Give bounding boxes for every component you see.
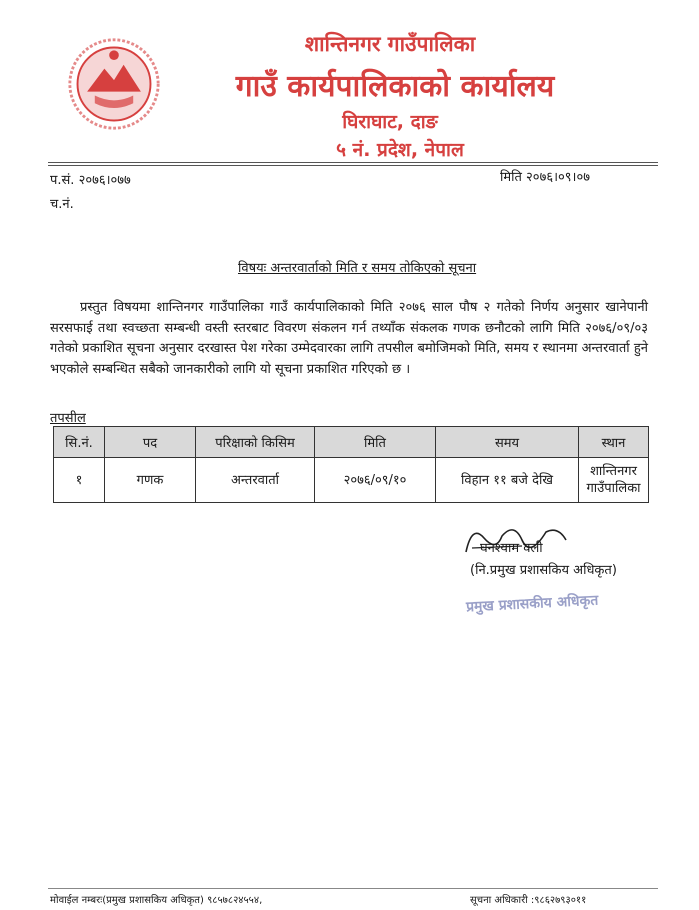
official-stamp: प्रमुख प्रशासकीय अधिकृत (465, 592, 599, 616)
cell-post: गणक (105, 458, 196, 503)
header-divider (48, 162, 658, 163)
office-address: घिराघाट, दाङ (342, 111, 438, 133)
table-row (54, 458, 649, 503)
col-serial: सि.नं. (54, 427, 105, 458)
signer-title: (नि.प्रमुख प्रशासकिय अधिकृत) (470, 563, 617, 578)
municipality-name: शान्तिनगर गाउँपालिका (304, 32, 476, 56)
office-name: गाउँ कार्यपालिकाको कार्यालय (235, 69, 555, 104)
cell-venue: शान्तिनगर गाउँपालिका (579, 458, 649, 503)
header-divider-secondary (48, 165, 658, 166)
col-exam-type: परिक्षाको किसिम (196, 427, 315, 458)
table-header-row (54, 427, 649, 458)
reference-number: प.सं. २०७६।०७७ (50, 173, 131, 188)
letter-date: मिति २०७६।०९।०७ (500, 170, 590, 185)
office-province: ५ नं. प्रदेश, नेपाल (336, 139, 464, 161)
interview-schedule-table (53, 426, 649, 503)
col-date: मिति (315, 427, 436, 458)
footer-divider (48, 888, 658, 889)
nepal-emblem-icon (66, 36, 162, 132)
subject-line: विषयः अन्तरवार्ताको मिति र समय तोकिएको सूचना (238, 261, 477, 276)
cell-time: विहान ११ बजे देखि (436, 458, 579, 503)
cell-exam-type: अन्तरवार्ता (196, 458, 315, 503)
col-venue: स्थान (579, 427, 649, 458)
notice-body: प्रस्तुत विषयमा शान्तिनगर गाउँपालिका गाउँ कार्यपालिकाको मिति २०७६ साल पौष २ गतेको निर्णय अनुसार खानेपानी सरसफाई तथा स्वच्छता सम्बन्धी वस्ती स्तरबाट विवरण संकलन गर्न तथ्याँक संकलक गणक छनौटको लागि मिति २०७६/०९/०३ गतेको प्रकाशित सूचना अनुसार दरखास्त पेश गरेका उम्मेदवारका लागि तपसील बमोजिमको मिति, समय र स्थानमा अन्तरवार्ता हुने भएकोले सम्बन्धित सबैको जानकारीको लागि यो सूचना प्रकाशित गरिएको छ । (50, 300, 648, 377)
col-time: समय (436, 427, 579, 458)
cell-serial: १ (54, 458, 105, 503)
footer-info-officer: सूचना अधिकारी :९८६२७९३०११ (470, 895, 587, 906)
footer-mobile: मोवाईल नम्बरः(प्रमुख प्रशासकिय अधिकृत) ९८५७८२४५५४, (50, 895, 263, 906)
dispatch-number: च.नं. (50, 197, 74, 212)
col-post: पद (105, 427, 196, 458)
cell-date: २०७६/०९/१० (315, 458, 436, 503)
table-label: तपसील (50, 411, 86, 426)
signer-name: घनश्याम वली (480, 541, 543, 556)
